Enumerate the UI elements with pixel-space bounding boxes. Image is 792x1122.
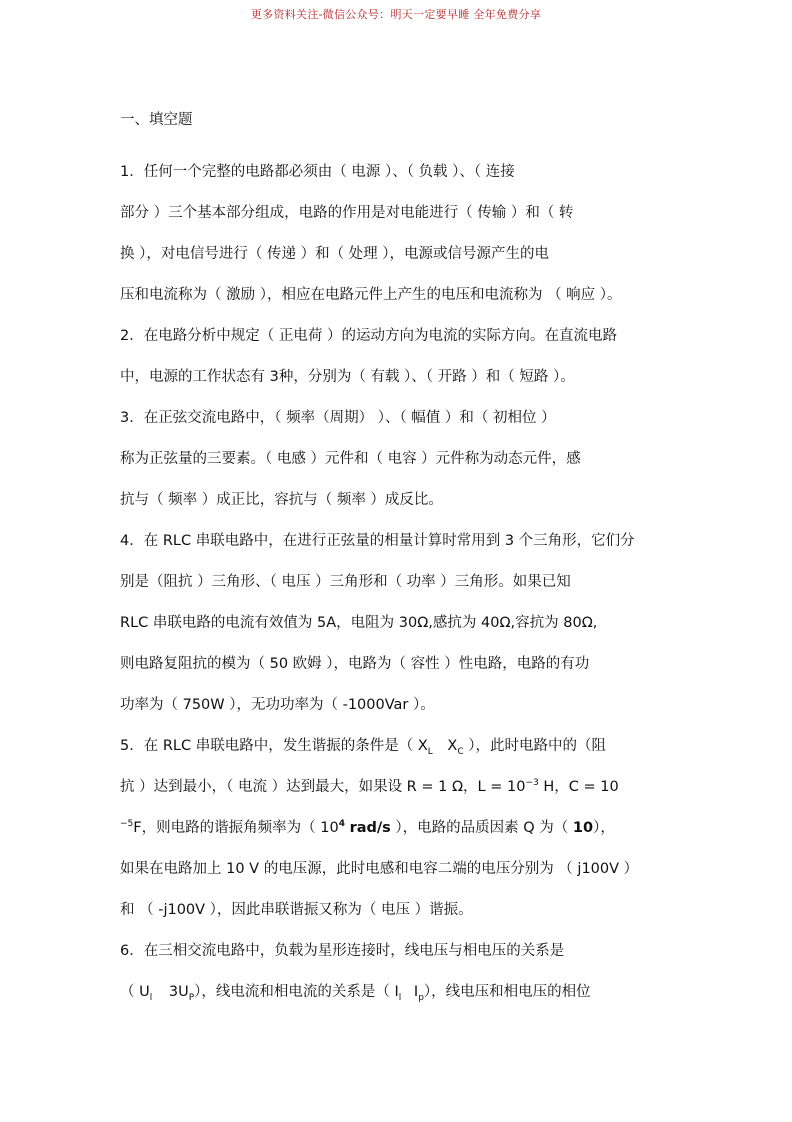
line17-q: 10	[572, 820, 594, 836]
line17-pre-exp: −5	[120, 819, 134, 830]
line16-tail: H，C = 10	[543, 779, 619, 795]
text-line-8: 称为正弦量的三要素。（ 电感 ）元件和（ 电容 ）元件称为动态元件，感	[120, 451, 581, 467]
line17-exp: 4	[338, 819, 345, 830]
text-line-15	[120, 734, 606, 757]
line15-a: 5．在 RLC 串联电路中，发生谐振的条件是（ X	[120, 738, 428, 754]
text-line-12: RLC 串联电路的电流有效值为 5A，电阻为 30Ω,感抗为 40Ω,容抗为 80Ω,	[120, 615, 598, 631]
line16-a: 抗 ）达到最小，（ 电流 ）达到最大，如果设 R = 1 Ω，L = 10	[120, 779, 526, 795]
line15-sub-l: L	[427, 746, 433, 757]
line15-sub-c: C	[457, 746, 464, 757]
line17-e: ），	[593, 820, 615, 836]
text-line-17	[120, 816, 615, 837]
text-line-19: 和 （ -j100V ），因此串联谐振又称为（ 电压 ）谐振。	[120, 902, 473, 918]
text-line-18: 如果在电路加上 10 V 的电压源，此时电感和电容二端的电压分别为 （ j100V ）	[120, 861, 639, 877]
text-line-11: 别是（阻抗 ）三角形、（ 电压 ）三角形和（ 功率 ）三角形。如果已知	[120, 574, 571, 590]
text-line-4: 压和电流称为（ 激励 ），相应在电路元件上产生的电压和电流称为 （ 响应 ）。	[120, 287, 622, 303]
line21-i: ），线电压和相电压的相位	[423, 984, 591, 1000]
line21-sub-p: P	[188, 992, 195, 1003]
line21-a: （ U	[120, 984, 150, 1000]
section-title: 一、填空题	[120, 112, 193, 128]
text-line-20: 6．在三相交流电路中，负载为星形连接时，线电压与相电压的关系是	[120, 943, 565, 959]
text-line-2: 部分 ）三个基本部分组成，电路的作用是对电能进行（ 传输 ）和（ 转	[120, 205, 574, 221]
text-line-1: 1．任何一个完整的电路都必须由（ 电源 ）、（ 负载 ）、（ 连接	[120, 164, 515, 180]
line21-e: ），线电流和相电流的关系是（ I	[194, 984, 399, 1000]
text-line-3: 换 ），对电信号进行（ 传递 ）和（ 处理 ），电源或信号源产生的电	[120, 246, 550, 262]
line15-c: X	[447, 738, 458, 754]
text-line-14: 功率为（ 750W ），无功功率为（ -1000Var ）。	[120, 697, 435, 713]
line21-sub-p2: p	[418, 992, 424, 1003]
line21-sub-l: l	[149, 992, 153, 1003]
line16-exp: −3	[525, 778, 539, 789]
line17-a: F，则电路的谐振角频率为（ 10	[133, 820, 339, 836]
line21-g: I	[413, 984, 419, 1000]
text-line-9: 抗与（ 频率 ）成正比，容抗与（ 频率 ）成反比。	[120, 492, 443, 508]
line15-e: ），此时电路中的（阻	[468, 738, 606, 754]
text-line-13: 则电路复阻抗的模为（ 50 欧姆 ），电路为（ 容性 ）性电路，电路的有功	[120, 656, 590, 672]
line21-c: 3U	[168, 984, 189, 1000]
text-line-21	[120, 980, 591, 1003]
text-line-16	[120, 775, 619, 796]
line17-unit: rad/s	[349, 820, 391, 836]
watermark-header: 更多资料关注-微信公众号：明天一定要早睡 全年免费分享	[250, 8, 542, 21]
text-line-6: 中，电源的工作状态有 3种，分别为（ 有载 ）、（ 开路 ）和（ 短路 ）。	[120, 369, 575, 385]
text-line-7: 3．在正弦交流电路中，（ 频率（周期） ）、（ 幅值 ）和（ 初相位 ）	[120, 410, 556, 426]
text-line-5: 2．在电路分析中规定（ 正电荷 ）的运动方向为电流的实际方向。在直流电路	[120, 328, 617, 344]
line17-c: ），电路的品质因素 Q 为（	[395, 820, 569, 836]
line21-sub-l2: l	[398, 992, 402, 1003]
text-line-10: 4．在 RLC 串联电路中，在进行正弦量的相量计算时常用到 3 个三角形，它们分	[120, 533, 635, 549]
